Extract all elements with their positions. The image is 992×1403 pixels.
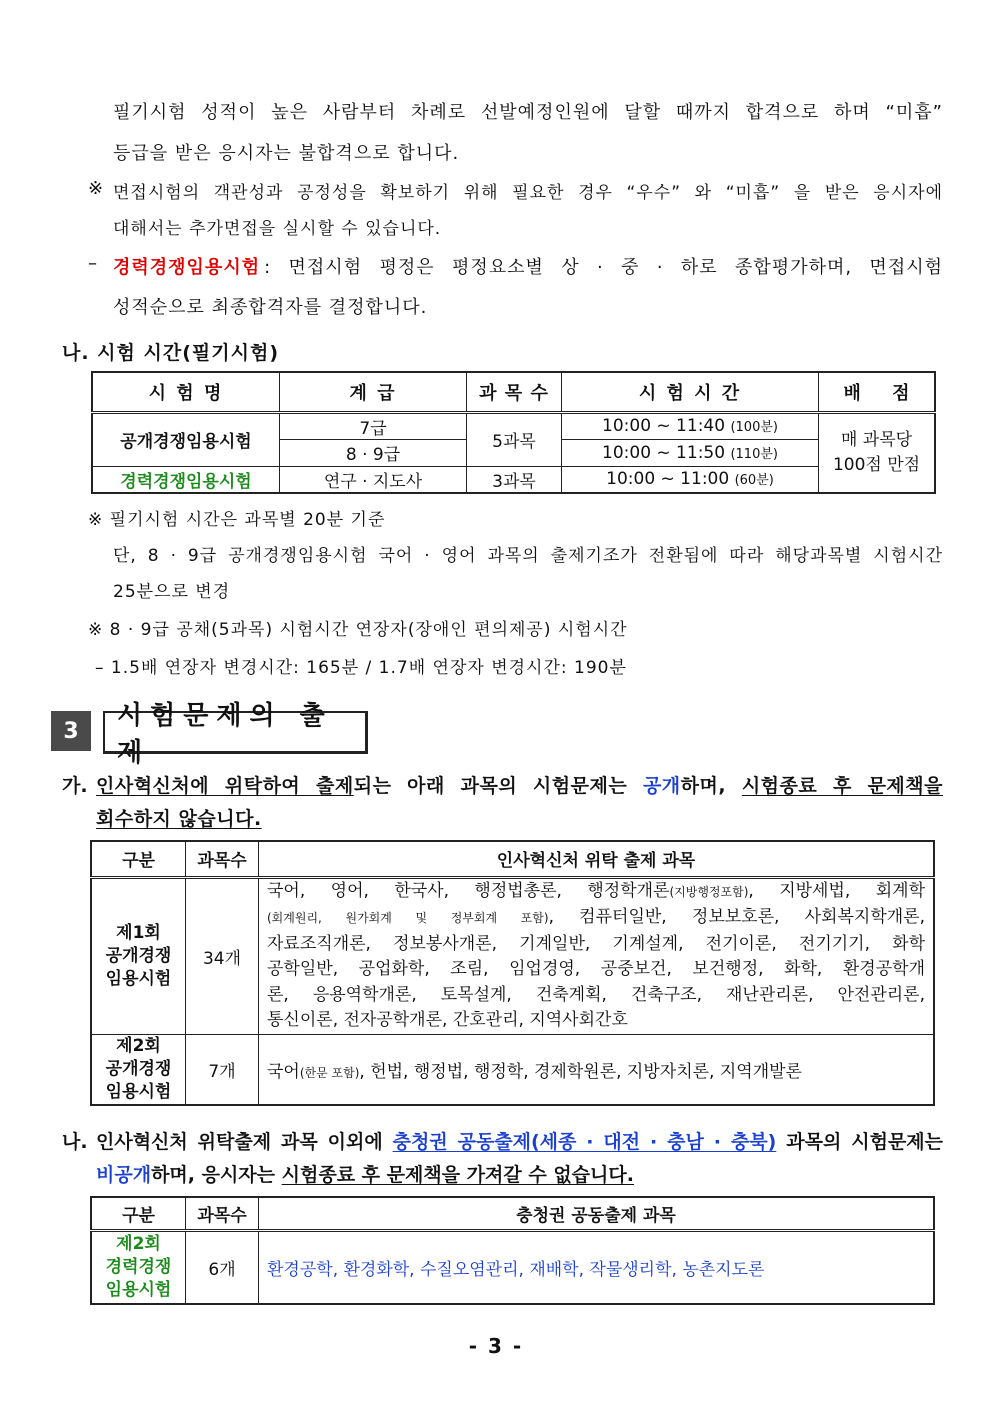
- intro-line-2: 등급을 받은 응시자는 불합격으로 합니다.: [113, 143, 460, 164]
- ga-entrusted: 인사혁신처에 위탁하여 출제: [96, 775, 354, 797]
- header-count: 과목수: [186, 1197, 259, 1230]
- na2-text: 인사혁신처 위탁출제 과목 이외에: [96, 1131, 393, 1153]
- header-subjects: 충청권 공동출제 과목: [259, 1197, 935, 1230]
- time-career: 10:00 ~ 11:00: [606, 469, 730, 490]
- time-note-2: 단, 8 · 9급 공개경쟁임용시험 국어 · 영어 과목의 출제기조가 전환됨에 따라 해당과목별 시험시간: [113, 546, 943, 566]
- interview-note-line-2: 대해서는 추가면접을 실시할 수 있습니다.: [113, 219, 442, 239]
- subjects-line: 국어, 영어, 한국사, 행정법총론, 행정학개론(지방행정포함), 지방세법, 회계학: [267, 880, 925, 901]
- score-line-1: 매 과목당: [840, 429, 913, 450]
- table-row: [91, 1230, 934, 1304]
- first-open-exam-label: 제1회 공개경쟁 임용시험: [91, 877, 186, 1034]
- header-exam-time: 시 험 시 간: [562, 372, 819, 412]
- time-note-4: ※ 8 · 9급 공채(5과목) 시험시간 연장자(장애인 편의제공) 시험시간: [88, 620, 628, 640]
- entrusted-subjects-table: [90, 840, 935, 1106]
- page-number: - 3 -: [468, 1334, 524, 1358]
- second-career-exam-subjects: 환경공학, 환경화학, 수질오염관리, 재배학, 작물생리학, 농촌지도론: [259, 1230, 935, 1304]
- table-header-row: [92, 372, 935, 412]
- ga-text: 되는 아래 과목의 시험문제는: [353, 775, 643, 797]
- exam-time-table: [91, 371, 936, 494]
- subjects-line: 자료조직개론, 정보봉사개론, 기계일반, 기계설계, 전기이론, 전기기기, 화학: [267, 933, 925, 954]
- header-score: 배 점: [819, 372, 936, 412]
- chungcheong-joint-link[interactable]: 충청권 공동출제(세종 · 대전 · 충남 · 충북): [392, 1131, 777, 1153]
- time-note-3: 25분으로 변경: [113, 582, 231, 602]
- duration-career: (60분): [734, 473, 774, 489]
- na2-cannot-take: 시험종료 후 문제책을 가져갈 수 없습니다.: [281, 1164, 634, 1186]
- joint-subjects-table: [90, 1196, 935, 1305]
- header-subject-count: 과 목 수: [467, 372, 562, 412]
- time-89: 10:00 ~ 11:50: [602, 442, 726, 463]
- score-line-2: 100점 만점: [832, 454, 921, 475]
- score-cell: [819, 412, 936, 493]
- career-exam-label: 경력경쟁임용시험: [113, 257, 261, 278]
- table-row: [91, 1034, 934, 1105]
- header-division: 구분: [91, 841, 186, 877]
- subjects-3-cell: 3과목: [467, 466, 562, 493]
- time-89-cell: [562, 439, 819, 466]
- subjects-line: 통신이론, 전자공학개론, 간호관리, 지역사회간호: [267, 1010, 628, 1030]
- table-row: [92, 466, 935, 493]
- header-subjects: 인사혁신처 위탁 출제 과목: [259, 841, 935, 877]
- ga-prefix: 가.: [62, 775, 88, 797]
- career-interview-line: [113, 253, 943, 279]
- dash-bullet: –: [88, 253, 98, 274]
- time-note-1: ※ 필기시험 시간은 과목별 20분 기준: [88, 510, 386, 530]
- na2-text-3: 하며, 응시자는: [151, 1164, 282, 1186]
- first-open-exam-subjects: [259, 877, 935, 1034]
- table-header-row: [91, 1197, 934, 1230]
- header-division: 구분: [91, 1197, 186, 1230]
- subjects-5-cell: 5과목: [467, 412, 562, 466]
- second-career-exam-count: 6개: [186, 1230, 259, 1304]
- na2-private: 비공개: [96, 1164, 152, 1186]
- section-title: 시험문제의 출제: [103, 711, 368, 754]
- career-interview-text: : 면접시험 평정은 평정요소별 상 · 중 · 하로 종합평가하며, 면접시험: [264, 257, 943, 278]
- intro-line-1: 필기시험 성적이 높은 사람부터 차례로 선발예정인원에 달할 때까지 합격으로 하며 “미흡”: [113, 102, 943, 123]
- table-row: [92, 412, 935, 439]
- time-note-5: – 1.5배 연장자 변경시간: 165분 / 1.7배 연장자 변경시간: 190분: [95, 658, 627, 678]
- second-open-exam-label: 제2회 공개경쟁 임용시험: [91, 1034, 186, 1105]
- open-exam-cell: 공개경쟁임용시험: [92, 412, 280, 466]
- header-grade: 계 급: [280, 372, 467, 412]
- time-career-cell: [562, 466, 819, 493]
- ga-public: 공개: [642, 775, 681, 797]
- duration-89: (110분): [730, 446, 778, 462]
- duration-7: (100분): [730, 420, 778, 435]
- section-number-badge: 3: [51, 711, 91, 751]
- table-header-row: [91, 841, 934, 877]
- header-exam-name: 시 험 명: [92, 372, 280, 412]
- grade-89-cell: 8 · 9급: [280, 439, 467, 466]
- time-7-cell: [562, 412, 819, 439]
- exam-time-heading: 나. 시험 시간(필기시험): [62, 342, 280, 364]
- subjects-line: 공학일반, 공업화학, 조림, 임업경영, 공중보건, 보건행정, 화학, 환경공학개: [267, 959, 925, 979]
- second-career-exam-label: 제2회 경력경쟁 임용시험: [91, 1230, 186, 1304]
- second-open-exam-count: 7개: [186, 1034, 259, 1105]
- ga-exam-end: 시험종료 후 문제책을: [741, 775, 943, 797]
- na2-text-2: 과목의 시험문제는: [776, 1131, 944, 1153]
- career-grade-cell: 연구 · 지도사: [280, 466, 467, 493]
- first-open-exam-count: 34개: [186, 877, 259, 1034]
- na2-prefix: 나.: [62, 1131, 88, 1153]
- career-exam-cell: 경력경쟁임용시험: [92, 466, 280, 493]
- header-count: 과목수: [186, 841, 259, 877]
- ga-line-2: 회수하지 않습니다.: [96, 808, 262, 830]
- na2-line-1: [96, 1127, 943, 1154]
- table-row: [91, 877, 934, 1034]
- grade-7-cell: 7급: [280, 412, 467, 439]
- na2-line-2: [96, 1160, 634, 1187]
- interview-note-line-1: 면접시험의 객관성과 공정성을 확보하기 위해 필요한 경우 “우수” 와 “미흡” 을 받은 응시자에: [113, 183, 943, 203]
- ga-text-2: 하며,: [680, 775, 742, 797]
- note-mark: ※: [88, 178, 105, 199]
- subjects-line: 론, 응용역학개론, 토목설계, 건축계획, 건축구조, 재난관리론, 안전관리론,: [267, 984, 925, 1005]
- ga-line-1: [96, 771, 943, 798]
- subjects-line: (회계원리, 원가회계 및 정부회계 포함), 컴퓨터일반, 정보보호론, 사회복지학개론,: [267, 907, 925, 927]
- time-7: 10:00 ~ 11:40: [602, 416, 726, 436]
- career-interview-line-2: 성적순으로 최종합격자를 결정합니다.: [113, 297, 428, 318]
- second-open-exam-subjects: 국어(한문 포함), 헌법, 행정법, 행정학, 경제학원론, 지방자치론, 지역개발론: [259, 1034, 935, 1105]
